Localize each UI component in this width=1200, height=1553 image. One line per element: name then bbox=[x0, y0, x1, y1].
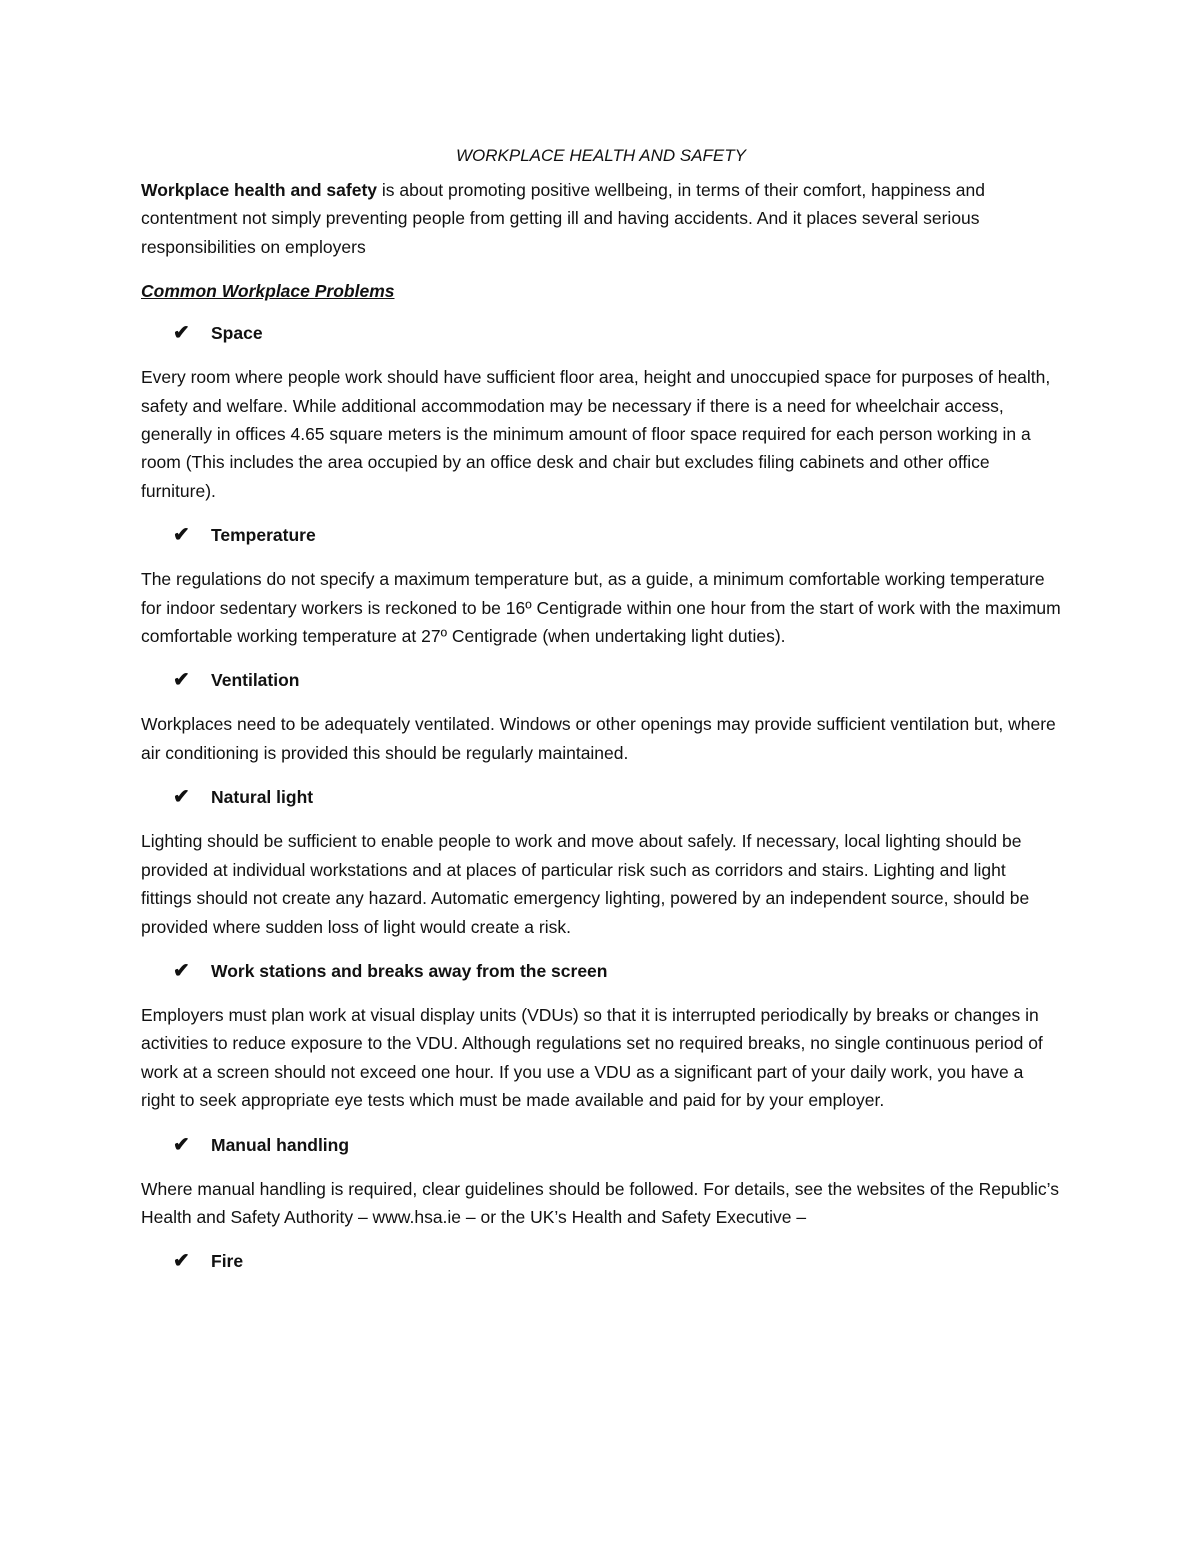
check-icon: ✔ bbox=[173, 959, 190, 982]
check-icon: ✔ bbox=[173, 1133, 190, 1156]
item-body-manual-handling: Where manual handling is required, clear guidelines should be followed. For details, see the websites of the Republic’s Health and Safety Authority – www.hsa.ie – or the UK’s Health and Safety Executive – bbox=[141, 1178, 1059, 1227]
check-icon: ✔ bbox=[173, 524, 190, 547]
item-body-ventilation: Workplaces need to be adequately ventilated. Windows or other openings may provide sufficient ventilation but, where air conditioning is provided this should be regularly maintained. bbox=[141, 714, 1056, 763]
item-heading-label: Natural light bbox=[211, 787, 314, 808]
item-body-temperature: The regulations do not specify a maximum temperature but, as a guide, a minimum comfortable working temperature for indoor sedentary workers is reckoned to be 16º Centigrade within one hour from the start of work with the maximum comfortable working temperature at 27º Centigrade (when undertaking light duties). bbox=[141, 569, 1061, 647]
item-heading-fire bbox=[141, 1247, 1061, 1275]
document-title: WORKPLACE HEALTH AND SAFETY bbox=[456, 146, 746, 165]
item-heading-ventilation bbox=[141, 666, 1061, 694]
check-icon: ✔ bbox=[173, 322, 190, 345]
item-heading-label: Space bbox=[211, 323, 263, 344]
item-heading-temperature bbox=[141, 521, 1061, 549]
item-heading-label: Manual handling bbox=[211, 1134, 350, 1155]
intro-paragraph bbox=[141, 176, 1061, 261]
section-heading: Common Workplace Problems bbox=[141, 281, 395, 302]
item-body-space: Every room where people work should have sufficient floor area, height and unoccupied space for purposes of health, safety and welfare. While additional accommodation may be necessary if there is a need for wheelchair access, generally in offices 4.65 square meters is the minimum amount of floor space required for each person working in a room (This includes the area occupied by an office desk and chair but excludes filing cabinets and other office furniture). bbox=[141, 367, 1051, 501]
item-heading-label: Ventilation bbox=[211, 670, 300, 691]
item-heading-natural-light bbox=[141, 783, 1061, 811]
check-icon: ✔ bbox=[173, 786, 190, 809]
item-heading-space bbox=[141, 319, 1061, 347]
check-icon: ✔ bbox=[173, 669, 190, 692]
check-icon: ✔ bbox=[173, 1250, 190, 1273]
item-heading-label: Fire bbox=[211, 1251, 244, 1272]
intro-text: is about promoting positive wellbeing, in terms of their comfort, happiness and contentment not simply preventing people from getting ill and having accidents. And it places several serious responsibilities on employers bbox=[141, 180, 985, 257]
item-heading-label: Temperature bbox=[211, 525, 316, 546]
intro-bold-lead: Workplace health and safety bbox=[141, 180, 378, 200]
document-page bbox=[141, 140, 1061, 1291]
item-heading-label: Work stations and breaks away from the screen bbox=[211, 960, 608, 981]
item-body-work-stations: Employers must plan work at visual display units (VDUs) so that it is interrupted periodically by breaks or changes in activities to reduce exposure to the VDU. Although regulations set no required breaks, no single continuous period of work at a screen should not exceed one hour. If you use a VDU as a significant part of your daily work, you have a right to seek appropriate eye tests which must be made available and paid for by your employer. bbox=[141, 1004, 1043, 1111]
item-heading-manual-handling bbox=[141, 1131, 1061, 1159]
item-body-natural-light: Lighting should be sufficient to enable people to work and move about safely. If necessary, local lighting should be provided at individual workstations and at places of particular risk such as corridors and stairs. Lighting and light fittings should not create any hazard. Automatic emergency lighting, powered by an independent source, should be provided where sudden loss of light would create a risk. bbox=[141, 831, 1030, 937]
item-heading-work-stations bbox=[141, 957, 1061, 985]
